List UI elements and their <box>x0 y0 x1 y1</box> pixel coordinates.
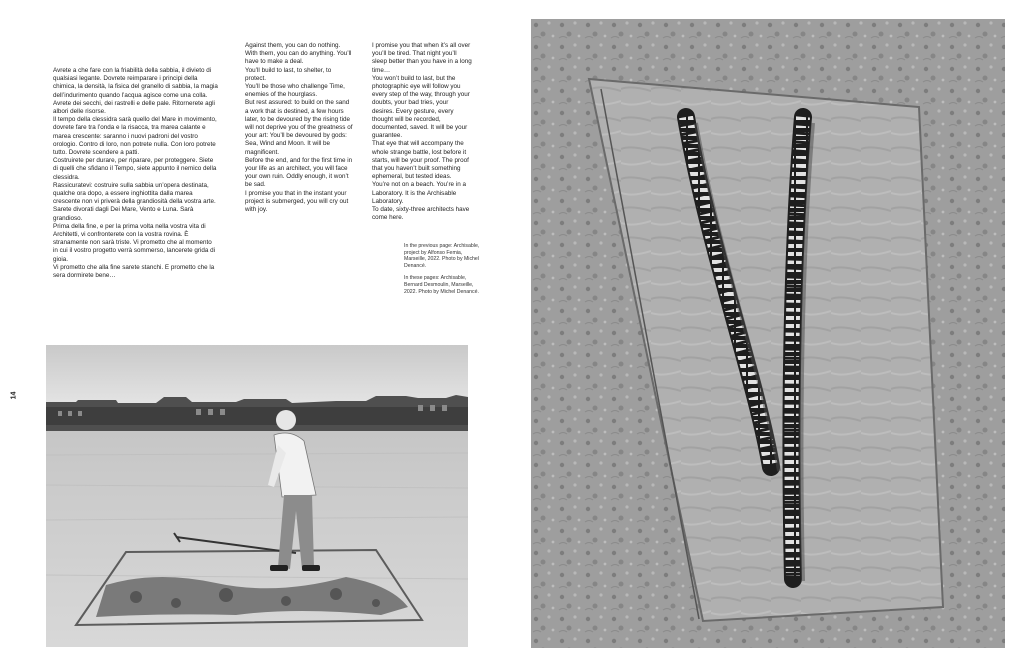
italian-text-paragraph: Prima della fine, e per la prima volta nella vostra vita di Architetti, vi confronterete con la vostra rovina. È stranamente non sarà triste. Vi prometto che al momento in cui il vostro progetto verrà sommerso, lancerete grida di gioia. <box>53 222 216 263</box>
italian-text-column <box>53 67 218 280</box>
english-text-paragraph: You won’t build to last, but the photographic eye will follow you every step of the way, through your doubts, your bad tries, your desires. Every gesture, every thought will be recorded, documented, saved. It will be your guarantee. <box>372 74 470 140</box>
english-text-paragraph: You’ll build to last, to shelter, to protect. <box>245 66 332 82</box>
english-text-paragraph: That eye that will accompany the whole strange battle, lost before it starts, will be your proof. The proof that you haven’t built something ephemeral, but tested ideas. <box>372 140 469 181</box>
italian-text-paragraph: Il tempo della clessidra sarà quello del Mare in movimento, dovrete fare tra l’onda e la risacca, tra marea calante e marea crescente: saranno i nuovi padroni del vostro orologio. Contro di loro, non potrete nulla. Con loro potrete tutto. Dovrete scendere a patti. <box>53 116 217 157</box>
english-text-paragraph: I promise you that when it’s all over you’ll be tired. That night you’ll sleep better than you have in a long time… <box>372 42 472 74</box>
page-number: 14 <box>10 391 18 400</box>
italian-text-paragraph: Rassicuratevi: costruire sulla sabbia un’opera destinata, qualche ora dopo, a essere inghiottita dalla marea crescente non vi priverà della grandiosità della vostra arte. Sarete divorati dagli Dei Mare, Vento e Luna. Sarà grandioso. <box>53 181 216 222</box>
italian-text-paragraph: Costruirete per durare, per riparare, per proteggere. Siete di quelli che sfidano il Tempo, siete appunto il nemico della clessidra. <box>53 157 217 181</box>
english-text-paragraph: You’re not on a beach. You’re in a Laboratory. It is the Archisable Laboratory. <box>372 181 466 205</box>
english-text-paragraph: Before the end, and for the first time in your life as an architect, you will face your own ruin. Oddly enough, it won’t be sad. <box>245 156 353 189</box>
caption: In the previous page: Archisable, project by Alfonso Femia, Marseille, 2022. Photo by Michel Denancé. <box>404 243 480 269</box>
english-text-column-2 <box>372 42 472 222</box>
english-text-paragraph: To date, sixty-three architects have come here. <box>372 206 470 222</box>
sand-sculpture-overhead-photo <box>531 19 1005 648</box>
photo-captions <box>404 243 484 301</box>
english-text-paragraph: You’ll be those who challenge Time, enemies of the hourglass. <box>245 83 345 99</box>
caption: In these pages: Archisable, Bernard Desmoulin, Marseille, 2022. Photo by Michel Denancé. <box>404 275 479 295</box>
italian-text-paragraph: Vi prometto che alla fine sarete stanchi. E prometto che la sera dormirete bene… <box>53 263 215 280</box>
english-text-paragraph: But rest assured: to build on the sand a work that is destined, a few hours later, to be devoured by the rising tide will not deprive you of the greatness of your art: You’ll be devoured by gods: Sea, Wind and Moon. It will be magnificent. <box>245 99 353 156</box>
italian-text-paragraph: Avrete a che fare con la friabilità della sabbia, il divieto di qualsiasi legante. Dovrete reimparare i principi della chimica, la densità, la fisica del granello di sabbia, la magia dell’indurimento quando l’acqua agisce come una colla. Avrete dei secchi, dei rastrelli e delle pale. Ritornerete agli albori delle risorse. <box>53 67 218 116</box>
english-text-paragraph: I promise you that in the instant your project is submerged, you will cry out with joy. <box>245 189 349 214</box>
english-text-column-1 <box>245 42 353 214</box>
beach-photo-architect-raking <box>46 345 468 647</box>
english-text-paragraph: Against them, you can do nothing. With them, you can do anything. You’ll have to make a deal. <box>245 42 352 66</box>
